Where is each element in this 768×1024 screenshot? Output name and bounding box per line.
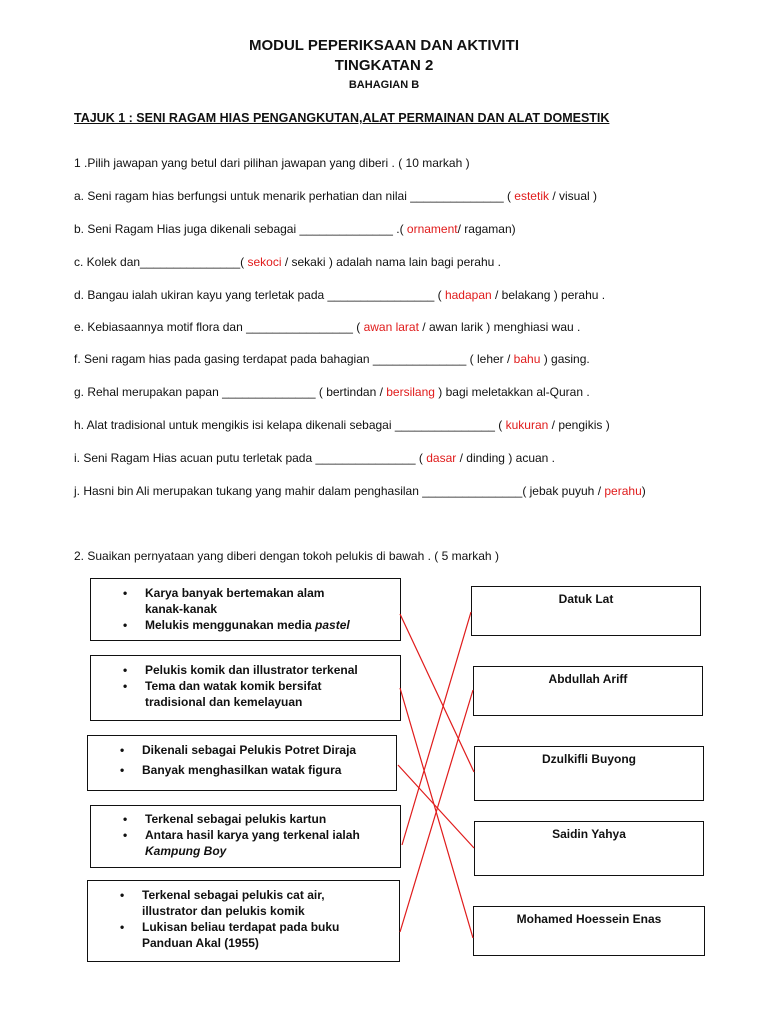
q1-item-a: a. Seni ragam hias berfungsi untuk menarik perhatian dan nilai ______________ ( estetik / visual ) — [74, 189, 597, 203]
statement-bullet: • Terkenal sebagai pelukis cat air, illustrator dan pelukis komik — [88, 887, 372, 919]
form-level: TINGKATAN 2 — [334, 57, 434, 74]
statement-bullet: • Banyak menghasilkan watak figura — [88, 762, 396, 778]
answer-text: bahu — [513, 352, 541, 366]
document-title: MODUL PEPERIKSAAN DAN AKTIVITI — [248, 37, 519, 54]
match-line — [400, 690, 473, 932]
q1-item-j: j. Hasni bin Ali merupakan tukang yang mahir dalam penghasilan _______________( jebak puyuh / perahu) — [74, 484, 646, 498]
answer-text: kukuran — [505, 418, 549, 432]
q1-item-f: f. Seni ragam hias pada gasing terdapat pada bahagian ______________ ( leher / bahu ) gasing. — [74, 352, 590, 366]
statement-bullet: • Tema dan watak komik bersifat tradisional dan kemelayuan — [91, 678, 345, 710]
q1-item-g: g. Rehal merupakan papan ______________ ( bertindan / bersilang ) bagi meletakkan al-Quran . — [74, 385, 590, 399]
q1-item-b: b. Seni Ragam Hias juga dikenali sebagai ______________ .( ornament/ ragaman) — [74, 222, 516, 236]
answer-text: ornament — [406, 222, 458, 236]
q1-item-c: c. Kolek dan_______________( sekoci / sekaki ) adalah nama lain bagi perahu . — [74, 255, 501, 269]
statement-box-1 — [90, 578, 401, 641]
statement-bullet: • Melukis menggunakan media pastel — [91, 617, 400, 633]
match-line — [400, 614, 474, 772]
artist-box-5: Mohamed Hoessein Enas — [473, 906, 705, 956]
statement-box-4 — [90, 805, 401, 868]
artist-box-1: Datuk Lat — [471, 586, 701, 636]
answer-text: bersilang — [386, 385, 435, 399]
statement-bullet: • Antara hasil karya yang terkenal ialah Kampung Boy — [91, 827, 385, 859]
artist-box-4: Saidin Yahya — [474, 821, 704, 876]
statement-bullet: • Dikenali sebagai Pelukis Potret Diraja — [88, 742, 396, 758]
q2-instruction: 2. Suaikan pernyataan yang diberi dengan tokoh pelukis di bawah . ( 5 markah ) — [74, 549, 499, 563]
q1-item-i: i. Seni Ragam Hias acuan putu terletak pada _______________ ( dasar / dinding ) acuan . — [74, 451, 556, 465]
statement-bullet: • Terkenal sebagai pelukis kartun — [91, 811, 400, 827]
match-line — [400, 688, 473, 938]
statement-box-5 — [87, 880, 400, 962]
section-label: BAHAGIAN B — [348, 79, 420, 91]
answer-text: hadapan — [444, 288, 492, 302]
artist-box-2: Abdullah Ariff — [473, 666, 703, 716]
answer-text: awan larat — [363, 320, 419, 334]
statement-bullet: • Pelukis komik dan illustrator terkenal — [91, 662, 400, 678]
answer-text: sekoci — [247, 255, 282, 269]
match-line — [402, 612, 471, 845]
q1-item-h: h. Alat tradisional untuk mengikis isi kelapa dikenali sebagai _______________ ( kukuran / pengikis ) — [74, 418, 610, 432]
answer-text: perahu — [604, 484, 642, 498]
artist-box-3: Dzulkifli Buyong — [474, 746, 704, 801]
q1-item-d: d. Bangau ialah ukiran kayu yang terletak pada ________________ ( hadapan / belakang ) perahu . — [74, 288, 606, 302]
statement-box-3 — [87, 735, 397, 791]
q1-instruction: 1 .Pilih jawapan yang betul dari pilihan jawapan yang diberi . ( 10 markah ) — [74, 156, 470, 170]
statement-bullet: • Karya banyak bertemakan alam kanak-kanak — [91, 585, 345, 617]
answer-text: estetik — [514, 189, 549, 203]
statement-box-2 — [90, 655, 401, 721]
answer-text: dasar — [426, 451, 457, 465]
match-line — [398, 765, 474, 848]
topic-heading: TAJUK 1 : SENI RAGAM HIAS PENGANGKUTAN,ALAT PERMAINAN DAN ALAT DOMESTIK — [74, 111, 610, 125]
statement-bullet: • Lukisan beliau terdapat pada buku Panduan Akal (1955) — [88, 919, 362, 951]
q1-item-e: e. Kebiasaannya motif flora dan ________________ ( awan larat / awan larik ) menghiasi wau . — [74, 320, 581, 334]
